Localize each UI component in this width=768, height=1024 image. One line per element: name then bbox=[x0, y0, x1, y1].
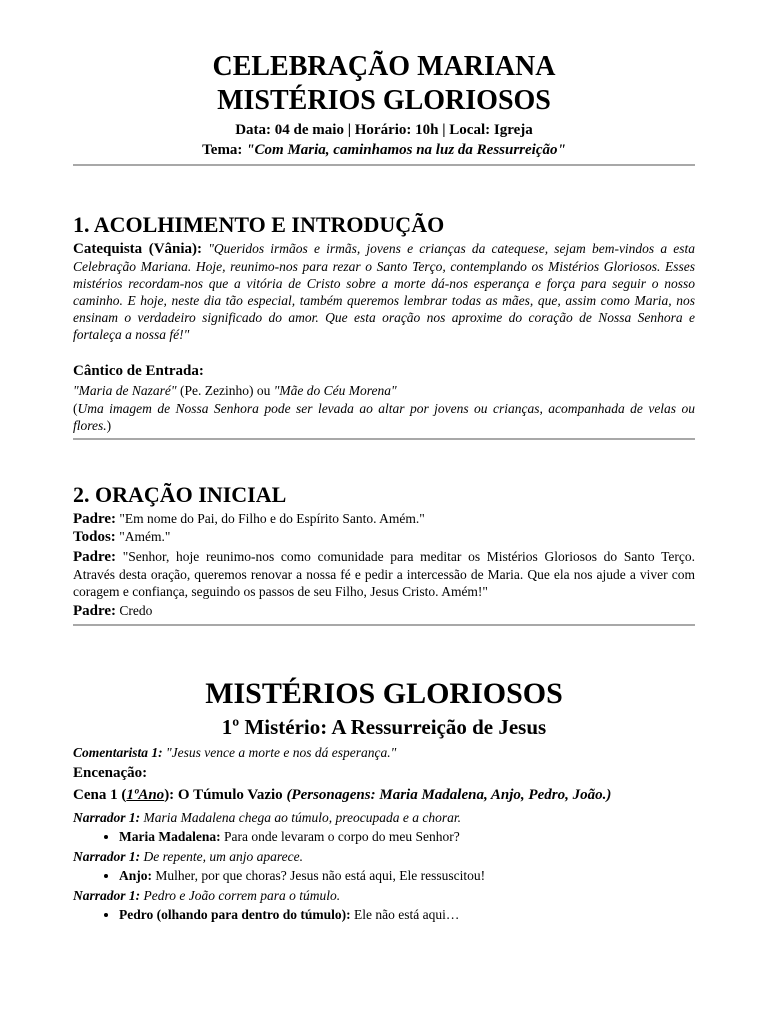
narrator-label: Narrador 1: bbox=[73, 810, 141, 825]
speaker-text: "Senhor, hoje reunimo-nos como comunidade para meditar os Mistérios Gloriosos do Santo Terço. Através desta oração, queremos renovar a nossa fé e pedir a intercessão de Maria. Que ela nos ajude a viver com coragem e confiança, seguindo os passos de seu Filho, Jesus Cristo. Amém!" bbox=[73, 549, 695, 599]
section-heading: 2. ORAÇÃO INICIAL bbox=[73, 482, 287, 507]
event-theme bbox=[73, 140, 695, 160]
cena-ano: 1ºAno bbox=[126, 787, 165, 803]
speaker-text: Credo bbox=[116, 603, 153, 618]
note-open: ( bbox=[73, 401, 78, 416]
character-label: Maria Madalena: bbox=[119, 829, 221, 844]
prayer-line bbox=[73, 528, 695, 546]
narration-line bbox=[73, 886, 695, 905]
note-text: Uma imagem de Nossa Senhora pode ser levada ao altar por jovens ou crianças, acompanhada de velas ou flores. bbox=[73, 401, 695, 433]
document-header bbox=[73, 50, 695, 160]
speaker-text: "Em nome do Pai, do Filho e do Espírito Santo. Amém." bbox=[116, 511, 425, 526]
character-line: Para onde levaram o corpo do meu Senhor? bbox=[220, 829, 460, 844]
script-block bbox=[73, 808, 695, 925]
title-line-2: MISTÉRIOS GLORIOSOS bbox=[217, 85, 551, 116]
song-author: (Pe. Zezinho) ou bbox=[176, 383, 274, 398]
event-info: Data: 04 de maio | Horário: 10h | Local: Igreja bbox=[235, 122, 533, 138]
speech-list bbox=[73, 827, 695, 847]
speaker-label: Padre: bbox=[73, 549, 117, 565]
section-heading: 1. ACOLHIMENTO E INTRODUÇÃO bbox=[73, 212, 445, 237]
section-misterios bbox=[73, 676, 695, 925]
character-label: Pedro (olhando para dentro do túmulo): bbox=[119, 907, 351, 922]
narration-text: De repente, um anjo aparece. bbox=[140, 849, 303, 864]
cantico-note bbox=[73, 400, 695, 434]
comentarista-text: "Jesus vence a morte e nos dá esperança." bbox=[162, 745, 397, 760]
section-oracao-inicial bbox=[73, 482, 695, 620]
speaker-label: Padre: bbox=[73, 603, 117, 619]
title-line-1: CELEBRAÇÃO MARIANA bbox=[212, 51, 556, 82]
song-1: "Maria de Nazaré" bbox=[73, 383, 177, 398]
speaker-text: "Queridos irmãos e irmãs, jovens e crianças da catequese, sejam bem-vindos a esta Celebração Mariana. Hoje, reunimo-nos para rezar o Santo Terço, contemplando os Mistérios Gloriosos. Esses mistérios recordam-nos que a vitória de Cristo sobre a morte dá-nos esperança e força para seguir o nosso caminho. E hoje, neste dia tão especial, também queremos lembrar todas as mães, que, assim como Maria, nos ensinam o verdadeiro significado do amor. Que esta oração nos aproxime do coração de Nossa Senhora e fortaleça a nossa fé!" bbox=[73, 241, 696, 342]
narrator-label: Narrador 1: bbox=[73, 849, 141, 864]
cena-heading bbox=[73, 787, 695, 804]
list-item bbox=[119, 827, 695, 847]
speech-list bbox=[73, 905, 695, 925]
list-item bbox=[119, 866, 695, 886]
document-page bbox=[73, 50, 695, 925]
speaker-label: Padre: bbox=[73, 511, 117, 527]
section-acolhimento bbox=[73, 212, 695, 434]
speaker-label: Todos: bbox=[73, 529, 116, 545]
comentarista-line bbox=[73, 744, 695, 761]
theme-value: "Com Maria, caminhamos na luz da Ressurreição" bbox=[246, 142, 566, 158]
cantico-line bbox=[73, 381, 695, 400]
prayer-line bbox=[73, 510, 695, 528]
cena-title: ): O Túmulo Vazio bbox=[164, 787, 287, 803]
comentarista-label: Comentarista 1: bbox=[73, 745, 163, 760]
theme-label: Tema: bbox=[202, 142, 243, 158]
misterio-subheading: 1º Mistério: A Ressurreição de Jesus bbox=[221, 715, 547, 739]
cena-prefix: Cena 1 ( bbox=[73, 787, 127, 803]
prayer-line bbox=[73, 548, 695, 600]
divider bbox=[73, 438, 695, 440]
narration-line bbox=[73, 847, 695, 866]
catequista-paragraph bbox=[73, 240, 695, 343]
character-label: Anjo: bbox=[119, 868, 152, 883]
narration-text: Pedro e João correm para o túmulo. bbox=[140, 888, 341, 903]
note-close: ) bbox=[106, 418, 112, 433]
narrator-label: Narrador 1: bbox=[73, 888, 141, 903]
song-2: "Mãe do Céu Morena" bbox=[273, 383, 397, 398]
list-item bbox=[119, 905, 695, 925]
speaker-text: "Amém." bbox=[115, 529, 171, 544]
divider bbox=[73, 624, 695, 626]
prayer-line bbox=[73, 602, 695, 620]
speaker-label: Catequista (Vânia): bbox=[73, 241, 203, 257]
character-line: Ele não está aqui… bbox=[350, 907, 460, 922]
speech-list bbox=[73, 866, 695, 886]
character-line: Mulher, por que choras? Jesus não está aqui, Ele ressuscitou! bbox=[152, 868, 486, 883]
narration-line bbox=[73, 808, 695, 827]
cena-personagens: (Personagens: Maria Madalena, Anjo, Pedro, João.) bbox=[286, 787, 612, 803]
misterios-heading: MISTÉRIOS GLORIOSOS bbox=[205, 677, 563, 710]
narration-text: Maria Madalena chega ao túmulo, preocupada e a chorar. bbox=[140, 810, 461, 825]
cantico-label: Cântico de Entrada: bbox=[73, 363, 204, 379]
divider bbox=[73, 164, 695, 166]
encenacao-label: Encenação: bbox=[73, 765, 148, 781]
